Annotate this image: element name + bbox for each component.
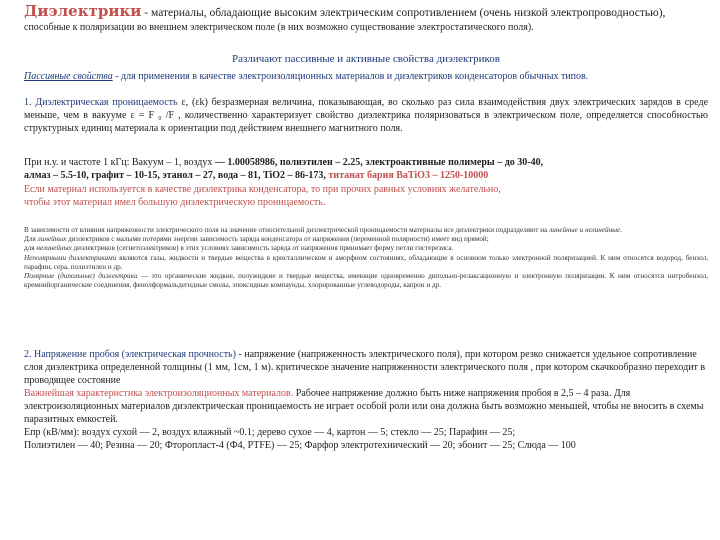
permittivity-block — [24, 96, 708, 135]
epsilon-symbol-b: (ε — [191, 97, 200, 108]
title-definition: - материалы, обладающие высоким электрическим сопротивлением (очень низкой электропроводностью), — [141, 7, 666, 19]
breakdown-block — [24, 348, 708, 452]
small-p1-ital: линейные и нелинейные. — [549, 226, 623, 234]
permittivity-line2: электрических зарядов в среде меньше, чем в вакууме — [24, 97, 709, 121]
capacitor-note — [24, 183, 708, 209]
small-p1: В зависимости от влияния напряженности электрического поля на значение относительной диэлектрической проницаемости материалы все диэлектрики подразделяют на — [24, 226, 550, 234]
capacitor-note-line2: чтобы этот материал имел большую диэлектрическую проницаемость. — [24, 197, 326, 208]
breakdown-text2: Рабочее напряжение должно быть ниже напряжения пробоя в 2,5 – 4 раза. Для электроизоляционных материалов диэлектрическая проницаемость не играет особой роли или она должна быть возможно меньшей, чтобы не вносить в схемы паразитных емкостей. — [24, 388, 704, 425]
permittivity-tail: k) безразмерная величина, показывающая, во сколько раз сила взаимодействия двух — [199, 97, 570, 108]
small-p3-ital: нелинейных — [36, 244, 72, 253]
passive-text: - для применения в качестве электроизоляционных материалов и диэлектриков конденсаторов обычных типов. — [112, 71, 589, 82]
small-p5: — это органические жидкие, полужидкие и твердые вещества, имеющие одновременно дипольно-релаксационную и электронную поляризации. К ним относятся нитробензол, кремнийорганические соединения, фенолформальдегидные смолы, эпоксидные компаунды, хлорированные углеводороды, капрон и др. — [24, 272, 708, 290]
breakdown-lead: 2. Напряжение пробоя (электрическая прочность) — [24, 349, 236, 360]
values-line1: — 1.00058986, полиэтилен – 2.25, электроактивные полимеры – до 30-40, — [214, 157, 544, 168]
permittivity-values — [24, 156, 708, 182]
small-p2-lead: Для — [24, 235, 38, 244]
passive-properties — [24, 70, 708, 83]
small-p3-lead: для — [24, 244, 37, 253]
breakdown-key-note: Важнейшая характеристика электроизоляционных материалов. — [24, 388, 294, 399]
linearity-notes — [24, 226, 708, 290]
permittivity-formula: = F ₀ /F , — [138, 110, 181, 121]
small-p4-ital: Неполярными диэлектриками — [24, 253, 117, 262]
permittivity-line2-tail: количественно характеризует свойство диэлектрика — [184, 110, 411, 121]
values-barium-titanate: титанат бария BaTiO3 – 1250-10000 — [328, 170, 489, 181]
small-p3: диэлектриков (сегнетоэлектриков) в этих условиях зависимость заряда от напряжения принимает форму петли гистерезиса. — [71, 244, 454, 253]
epsilon-symbol-c: ε — [130, 110, 135, 121]
passive-label: Пассивные свойства — [24, 71, 113, 82]
values-line2: алмаз – 5.5-10, графит – 10-15, этанол – 27, вода – 81, TiO2 – 86-173, — [24, 170, 329, 181]
breakdown-values-line1: Епр (кВ/мм): воздух сухой — 2, воздух влажный ~0.1; дерево сухое — 4, картон — 5; стекло — 25; Парафин — 25; — [24, 427, 516, 438]
title-heading: Диэлектрики — [24, 2, 142, 20]
title-block — [24, 4, 708, 35]
breakdown-values-line2: Полиэтилен — 40; Резина — 20; Фторопласт-4 (Ф4, PTFE) — 25; Фарфор электротехнический — 20; эбонит — 25; Слюда — 100 — [24, 440, 576, 451]
epsilon-symbol-a: ε, — [181, 97, 189, 108]
breakdown-text: - напряжение (напряженность электрического поля), при котором резко снижается удельное сопротивление слоя диэлектрика определенной толщины (1 мм, 1см, 1 м). критическое значение напряженности электрического поля , при котором скачкообразно переходит в проводящее состояние — [24, 349, 706, 386]
small-p2: диэлектриков с малыми потерями энергии зависимость заряда конденсатора от напряжения (переменной полярности) имеет вид прямой; — [66, 235, 489, 244]
small-p2-ital: линейных — [37, 235, 67, 244]
values-intro: При н.у. и частоте 1 кГц: Вакуум – 1, воздух — [24, 157, 215, 168]
subtitle: Различают пассивные и активные свойства диэлектриков — [232, 53, 500, 65]
small-p4: являются газы, жидкости и твердые вещества в кристаллическом и аморфном состояниях, обладающие в основном только электронной поляризацией. К ним относятся водород, бензол, парафин, сера, полиэтилен и др. — [24, 253, 708, 271]
permittivity-line3: поляризоваться в электрическом поле, определяется способностью структурных единиц материала к ориентации под действием внешнего магнитного поля. — [24, 110, 709, 134]
small-p5-ital: Полярные (дипольные) диэлектрики — [24, 272, 138, 281]
capacitor-note-line1: Если материал используется в качестве диэлектрика конденсатора, то при прочих равных условиях желательно, — [24, 184, 501, 195]
title-definition-line2: способные к поляризации во внешнем электрическом поле (в них возможно существование электростатического поля). — [24, 22, 534, 33]
permittivity-lead: 1. Диэлектрическая проницаемость — [24, 97, 182, 108]
